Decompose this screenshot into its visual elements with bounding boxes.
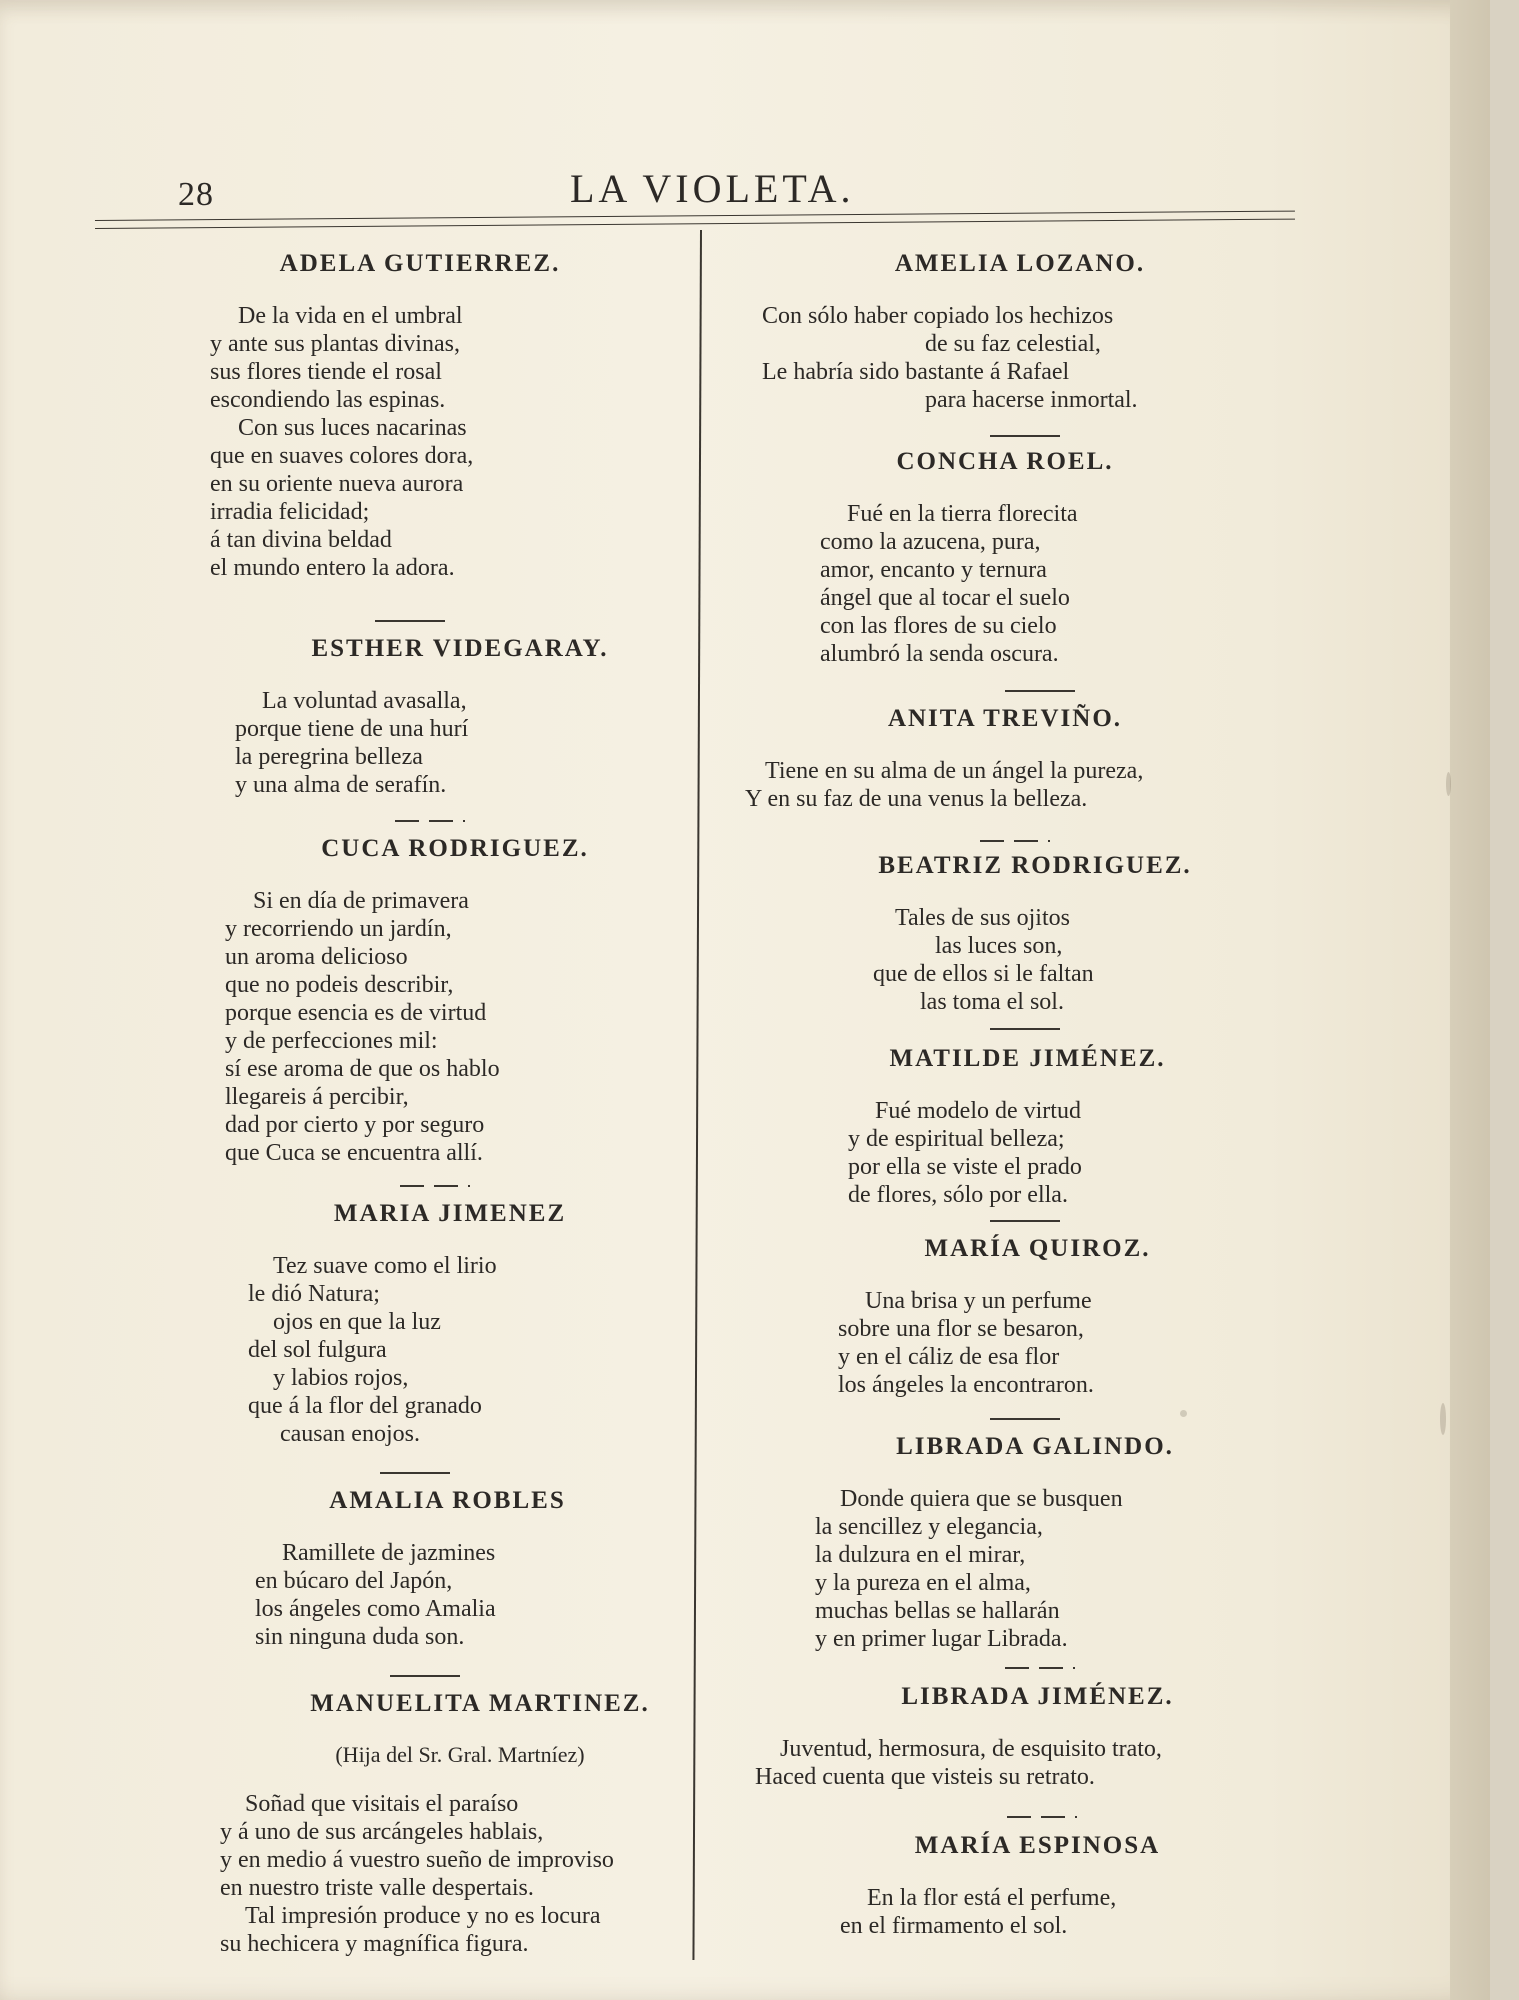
entry-title: CONCHA ROEL. (896, 448, 1114, 475)
entry-title: LIBRADA JIMÉNEZ. (901, 1683, 1174, 1710)
poem-line: á tan divina beldad (210, 527, 392, 553)
page-title: LA VIOLETA. (570, 166, 855, 211)
poem-line: su hechicera y magnífica figura. (220, 1931, 529, 1957)
entry-title: MATILDE JIMÉNEZ. (889, 1045, 1166, 1072)
entry-title: AMALIA ROBLES (329, 1487, 566, 1514)
paper-spot (1440, 1403, 1446, 1435)
poem-line: irradia felicidad; (210, 499, 370, 525)
poem-line: sus flores tiende el rosal (210, 359, 442, 385)
poem-line: la dulzura en el mirar, (815, 1542, 1026, 1568)
poem-line: llegareis á percibir, (225, 1084, 409, 1110)
poem-line: causan enojos. (280, 1421, 420, 1447)
poem-line: De la vida en el umbral (238, 303, 463, 329)
section-divider (990, 1220, 1060, 1222)
poem-line: que en suaves colores dora, (210, 443, 474, 469)
poem-line: con las flores de su cielo (820, 613, 1057, 639)
poem-line: Y en su faz de una venus la belleza. (745, 786, 1088, 812)
poem-line: Fué modelo de virtud (875, 1098, 1081, 1124)
poem-line: Juventud, hermosura, de esquisito trato, (780, 1736, 1162, 1762)
poem-line: el mundo entero la adora. (210, 555, 455, 581)
poem-line: las luces son, (935, 933, 1063, 959)
section-divider (1007, 1816, 1077, 1818)
poem-line: y ante sus plantas divinas, (210, 331, 460, 357)
poem-line: y la pureza en el alma, (815, 1570, 1031, 1596)
section-divider (990, 435, 1060, 437)
poem-text (745, 904, 1345, 1016)
poem-line: la peregrina belleza (235, 744, 423, 770)
poem-entry (210, 250, 710, 582)
poem-text (210, 302, 710, 582)
poem-line: y de espiritual belleza; (848, 1126, 1065, 1152)
entry-title: LIBRADA GALINDO. (896, 1433, 1174, 1460)
poem-line: un aroma delicioso (225, 944, 408, 970)
poem-line: Ramillete de jazmines (282, 1540, 496, 1566)
poem-line: Una brisa y un perfume (865, 1288, 1092, 1314)
entry-title: MARÍA ESPINOSA (914, 1832, 1161, 1859)
poem-line: que á la flor del granado (248, 1393, 482, 1419)
poem-entry (210, 835, 710, 1167)
poem-line: de su faz celestial, (925, 331, 1101, 357)
entry-title: CUCA RODRIGUEZ. (321, 835, 589, 862)
poem-line: y de perfecciones mil: (225, 1028, 438, 1054)
poem-entry (745, 1235, 1345, 1399)
poem-entry (210, 1690, 710, 1958)
paper-edge (1450, 0, 1490, 2000)
entry-title: ESTHER VIDEGARAY. (311, 635, 609, 662)
entry-title: BEATRIZ RODRIGUEZ. (878, 852, 1192, 879)
poem-entry (745, 852, 1345, 1016)
poem-entry (745, 1433, 1345, 1653)
poem-text (745, 1884, 1345, 1940)
poem-entry (745, 1683, 1345, 1791)
header-rule (95, 211, 1295, 229)
poem-line: y en el cáliz de esa flor (838, 1344, 1060, 1370)
poem-line: en su oriente nueva aurora (210, 471, 464, 497)
poem-line: amor, encanto y ternura (820, 557, 1047, 583)
poem-line: y en primer lugar Librada. (815, 1626, 1068, 1652)
section-divider (990, 1028, 1060, 1030)
poem-line: de flores, sólo por ella. (848, 1182, 1068, 1208)
poem-line: Si en día de primavera (253, 888, 469, 914)
section-divider (380, 1472, 450, 1474)
poem-line: porque esencia es de virtud (225, 1000, 487, 1026)
poem-entry (210, 1200, 710, 1448)
entry-note: (Hija del Sr. Gral. Martníez) (335, 1742, 585, 1767)
poem-line: Le habría sido bastante á Rafael (762, 359, 1070, 385)
poem-line: y en medio á vuestro sueño de improviso (220, 1847, 614, 1873)
poem-line: y una alma de serafín. (235, 772, 447, 798)
poem-line: La voluntad avasalla, (262, 688, 467, 714)
poem-line: Tal impresión produce y no es locura (245, 1903, 601, 1929)
poem-line: que Cuca se encuentra allí. (225, 1140, 483, 1166)
poem-line: los ángeles la encontraron. (838, 1372, 1094, 1398)
poem-line: ojos en que la luz (273, 1309, 441, 1335)
poem-text (745, 757, 1345, 813)
poem-line: por ella se viste el prado (848, 1154, 1082, 1180)
poem-line: Tales de sus ojitos (895, 905, 1070, 931)
poem-text (210, 1790, 710, 1958)
entry-title: AMELIA LOZANO. (894, 250, 1146, 277)
poem-text (745, 1287, 1345, 1399)
poem-line: sí ese aroma de que os hablo (225, 1056, 500, 1082)
poem-line: ángel que al tocar el suelo (820, 585, 1070, 611)
poem-line: y recorriendo un jardín, (225, 916, 452, 942)
poem-line: dad por cierto y por seguro (225, 1112, 485, 1138)
poem-line: escondiendo las espinas. (210, 387, 446, 413)
poem-line: le dió Natura; (248, 1281, 380, 1307)
poem-line: sin ninguna duda son. (255, 1624, 465, 1650)
poem-line: Haced cuenta que visteis su retrato. (755, 1764, 1095, 1790)
poem-line: Fué en la tierra florecita (847, 501, 1078, 527)
poem-text (745, 1735, 1345, 1791)
poem-line: Soñad que visitais el paraíso (245, 1791, 519, 1817)
poem-line: que no podeis describir, (225, 972, 454, 998)
poem-line: muchas bellas se hallarán (815, 1598, 1060, 1624)
poem-line: Con sus luces nacarinas (238, 415, 467, 441)
poem-entry (745, 250, 1345, 414)
entry-title: ADELA GUTIERREZ. (279, 250, 561, 277)
section-divider (1005, 690, 1075, 692)
poem-entry (745, 1832, 1345, 1940)
poem-line: Donde quiera que se busquen (840, 1486, 1123, 1512)
poem-entry (210, 635, 710, 799)
poem-line: las toma el sol. (920, 989, 1064, 1015)
poem-text (210, 1252, 710, 1448)
poem-line: y á uno de sus arcángeles hablais, (220, 1819, 544, 1845)
poem-line: En la flor está el perfume, (867, 1885, 1117, 1911)
section-divider (1005, 1667, 1075, 1669)
poem-entry (745, 705, 1345, 813)
poem-text (745, 1485, 1345, 1653)
poem-line: en nuestro triste valle despertais. (220, 1875, 534, 1901)
poem-line: Tiene en su alma de un ángel la pureza, (765, 758, 1144, 784)
entry-title: ANITA TREVIÑO. (887, 705, 1123, 732)
section-divider (395, 820, 465, 822)
section-divider (980, 840, 1050, 842)
paper-spot (1180, 1410, 1187, 1417)
poem-line: que de ellos si le faltan (873, 961, 1094, 987)
poem-entry (745, 1045, 1345, 1209)
poem-entry (210, 1487, 710, 1651)
poem-text (745, 1097, 1345, 1209)
poem-line: en búcaro del Japón, (255, 1568, 453, 1594)
poem-line: en el firmamento el sol. (840, 1913, 1068, 1939)
poem-text (210, 1539, 710, 1651)
poem-text (745, 302, 1345, 414)
entry-title: MANUELITA MARTINEZ. (310, 1690, 650, 1717)
paper-spot (1446, 772, 1451, 796)
page-number: 28 (178, 176, 214, 213)
poem-text (210, 887, 710, 1167)
entry-title: MARIA JIMENEZ (333, 1200, 567, 1227)
section-divider (400, 1185, 470, 1187)
poem-line: porque tiene de una hurí (235, 716, 469, 742)
poem-line: sobre una flor se besaron, (838, 1316, 1084, 1342)
poem-line: para hacerse inmortal. (925, 387, 1138, 413)
poem-text (745, 500, 1345, 668)
poem-line: del sol fulgura (248, 1337, 387, 1363)
poem-entry (745, 448, 1345, 668)
poem-line: como la azucena, pura, (820, 529, 1041, 555)
section-divider (390, 1675, 460, 1677)
section-divider (990, 1418, 1060, 1420)
section-divider (375, 620, 445, 622)
entry-title: MARÍA QUIROZ. (924, 1235, 1151, 1262)
poem-line: Tez suave como el lirio (273, 1253, 497, 1279)
poem-line: la sencillez y elegancia, (815, 1514, 1043, 1540)
poem-line: Con sólo haber copiado los hechizos (762, 303, 1114, 329)
poem-line: alumbró la senda oscura. (820, 641, 1059, 667)
poem-line: y labios rojos, (273, 1365, 409, 1391)
poem-text (210, 687, 710, 799)
poem-line: los ángeles como Amalia (255, 1596, 496, 1622)
